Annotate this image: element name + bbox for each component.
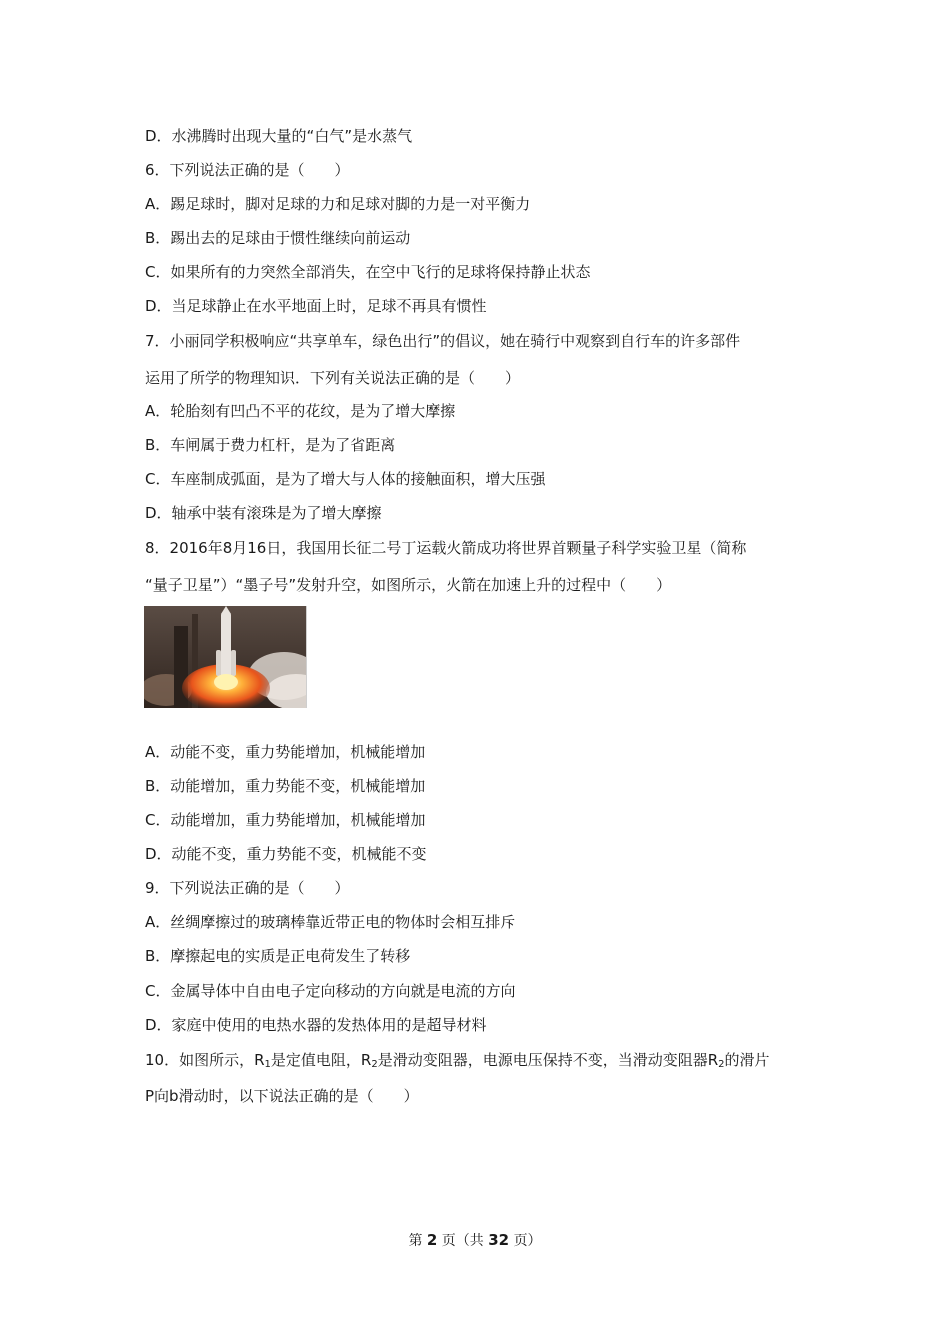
q10-sub-2: 2	[371, 1059, 378, 1070]
q10-stem-line2: P向b滑动时，以下说法正确的是（ ）	[145, 1087, 419, 1105]
q7-option-c: C．车座制成弧面，是为了增大与人体的接触面积，增大压强	[145, 470, 546, 488]
rocket-launch-illustration	[144, 606, 306, 708]
q7-stem-line2: 运用了所学的物理知识．下列有关说法正确的是（ ）	[145, 369, 521, 387]
q8-option-c: C．动能增加，重力势能增加，机械能增加	[145, 811, 426, 829]
q6-option-d: D．当足球静止在水平地面上时，足球不再具有惯性	[145, 297, 487, 315]
footer-pre: 第	[408, 1233, 423, 1249]
rocket-launch-image	[144, 606, 307, 708]
q8-option-b: B．动能增加，重力势能不变，机械能增加	[145, 777, 426, 795]
q10-mid-3: 的滑片	[724, 1051, 770, 1069]
q9-stem: 9．下列说法正确的是（ ）	[145, 879, 350, 897]
q9-option-c: C．金属导体中自由电子定向移动的方向就是电流的方向	[145, 982, 516, 1000]
q9-option-d: D．家庭中使用的电热水器的发热体用的是超导材料	[145, 1016, 487, 1034]
q8-stem-line1: 8．2016年8月16日，我国用长征二号丁运载火箭成功将世界首颗量子科学实验卫星（简称	[145, 539, 747, 557]
q10-stem-line1	[145, 1050, 770, 1070]
q6-stem: 6．下列说法正确的是（ ）	[145, 161, 350, 179]
q7-stem-line1: 7．小丽同学积极响应“共享单车，绿色出行”的倡议，她在骑行中观察到自行车的许多部件	[145, 332, 741, 350]
q7-option-d: D．轴承中装有滚珠是为了增大摩擦	[145, 504, 382, 522]
q8-stem-line2: “量子卫星”）“墨子号”发射升空，如图所示，火箭在加速上升的过程中（ ）	[145, 576, 672, 594]
q8-option-a: A．动能不变，重力势能增加，机械能增加	[145, 743, 426, 761]
q6-option-c: C．如果所有的力突然全部消失，在空中飞行的足球将保持静止状态	[145, 263, 591, 281]
footer-mid: 页（共	[441, 1233, 484, 1249]
footer-post: 页）	[513, 1233, 542, 1249]
q9-option-a: A．丝绸摩擦过的玻璃棒靠近带正电的物体时会相互排斥	[145, 913, 516, 931]
footer-page-number: 2	[426, 1231, 438, 1249]
q9-option-b: B．摩擦起电的实质是正电荷发生了转移	[145, 947, 411, 965]
q8-option-d: D．动能不变，重力势能不变，机械能不变	[145, 845, 427, 863]
q6-option-a: A．踢足球时，脚对足球的力和足球对脚的力是一对平衡力	[145, 195, 531, 213]
q7-option-a: A．轮胎刻有凹凸不平的花纹，是为了增大摩擦	[145, 402, 456, 420]
page-footer	[0, 1230, 950, 1251]
q10-mid-2: 是滑动变阻器，电源电压保持不变，当滑动变阻器R	[377, 1051, 719, 1069]
q10-sub-3: 2	[718, 1059, 725, 1070]
q10-mid-1: 是定值电阻，R	[270, 1051, 372, 1069]
q5-option-d: D．水沸腾时出现大量的“白气”是水蒸气	[145, 127, 413, 145]
q10-prefix: 10．如图所示，R	[145, 1051, 265, 1069]
q10-sub-1: 1	[264, 1059, 271, 1070]
q6-option-b: B．踢出去的足球由于惯性继续向前运动	[145, 229, 411, 247]
footer-total-pages: 32	[488, 1231, 510, 1249]
q7-option-b: B．车闸属于费力杠杆，是为了省距离	[145, 436, 396, 454]
